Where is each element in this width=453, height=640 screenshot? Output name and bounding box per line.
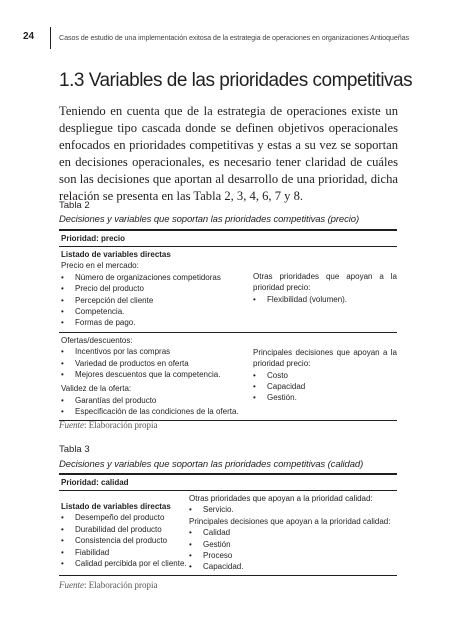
table2-source <box>59 420 157 430</box>
list-item: • Número de organizaciones competidoras <box>61 272 253 283</box>
table2-left-heading: Listado de variables directas <box>61 249 171 259</box>
list-item: • Fiabilidad <box>61 547 189 558</box>
table2-priority: Prioridad: precio <box>61 233 126 243</box>
table2-right-col-1 <box>253 249 397 329</box>
table2-group1-list <box>61 272 253 329</box>
list-item: • Capacidad <box>253 381 397 392</box>
table3-left-col <box>61 493 189 573</box>
table3-row <box>59 491 397 573</box>
page-number: 24 <box>23 31 35 42</box>
table2-right-col-2 <box>253 335 397 418</box>
table3-caption: Decisiones y variables que soportan las prioridades competitivas (calidad) <box>59 459 364 470</box>
running-head: Casos de estudio de una implementación exitosa de la estrategia de operaciones en organizaciones Antioqueñas <box>59 33 410 42</box>
table2-source-text: : Elaboración propia <box>84 420 158 430</box>
list-item: • Calidad <box>189 527 397 538</box>
table2-right2-list <box>253 370 397 404</box>
table2-group1-title: Precio en el mercado: <box>61 261 139 271</box>
table2-group3-title: Validez de la oferta: <box>61 384 132 394</box>
table3-right1-title: Otras prioridades que apoyan a la prioridad calidad: <box>189 493 373 503</box>
table2-group2-list <box>61 346 253 380</box>
list-item: • Especificación de las condiciones de la oferta. <box>61 406 253 417</box>
list-item: • Consistencia del producto <box>61 535 189 546</box>
table3-priority: Prioridad: calidad <box>61 477 129 487</box>
table3-right2-title: Principales decisiones que apoyan a la prioridad calidad: <box>189 516 391 526</box>
table2-right1-list <box>253 294 397 305</box>
list-item: • Durabilidad del producto <box>61 524 189 535</box>
table3-source-label: Fuente <box>59 580 84 590</box>
table2-source-label: Fuente <box>59 420 84 430</box>
table2-group3-list <box>61 395 253 418</box>
section-title: 1.3 Variables de las prioridades competitivas <box>59 70 413 91</box>
table2-row-1 <box>59 247 397 329</box>
list-item: • Formas de pago. <box>61 317 253 328</box>
table2-right2-title: Principales decisiones que apoyan a la prioridad precio: <box>253 347 397 369</box>
table2-label: Tabla 2 <box>59 200 90 211</box>
header-divider <box>50 27 51 49</box>
table3 <box>59 473 397 576</box>
table2-row-2 <box>59 333 397 418</box>
table3-right2-list <box>189 527 397 573</box>
list-item: • Capacidad. <box>189 561 397 572</box>
list-item: • Desempeño del producto <box>61 512 189 523</box>
table3-source-text: : Elaboración propia <box>84 580 158 590</box>
list-item: • Costo <box>253 370 397 381</box>
list-item: • Variedad de productos en oferta <box>61 358 253 369</box>
table3-label: Tabla 3 <box>59 444 90 455</box>
list-item: • Flexibilidad (volumen). <box>253 294 397 305</box>
list-item: • Servicio. <box>189 504 397 515</box>
table2-left-col-1 <box>61 249 253 329</box>
table2-right1-title: Otras prioridades que apoyan a la prioridad precio: <box>253 271 397 293</box>
list-item: • Garantías del producto <box>61 395 253 406</box>
table2 <box>59 229 397 421</box>
list-item: • Gestión. <box>253 392 397 403</box>
list-item: • Incentivos por las compras <box>61 346 253 357</box>
list-item: • Gestión <box>189 539 397 550</box>
list-item: • Percepción del cliente <box>61 295 253 306</box>
list-item: • Mejores descuentos que la competencia. <box>61 369 253 380</box>
table3-source <box>59 580 157 590</box>
table2-left-col-2 <box>61 335 253 418</box>
table3-left-list <box>61 512 189 569</box>
table3-left-heading: Listado de variables directas <box>61 501 171 511</box>
table3-right-col <box>189 493 397 573</box>
list-item: • Calidad percibida por el cliente. <box>61 558 189 569</box>
table3-bottom-rule <box>59 575 397 577</box>
table2-caption: Decisiones y variables que soportan las prioridades competitivas (precio) <box>59 214 360 225</box>
table2-group2-title: Ofertas/descuentos: <box>61 335 133 345</box>
list-item: • Proceso <box>189 550 397 561</box>
list-item: • Precio del producto <box>61 283 253 294</box>
table3-right1-list <box>189 504 397 515</box>
body-paragraph: Teniendo en cuenta que de la estrategia de operaciones existe un despliegue tipo cascada donde se definen objetivos operacionales enfocados en prioridades competitivas y estas a su vez se soportan en decisiones operacionales, es necesario tener claridad de cuáles son las decisiones que aportan al desarrollo de una prioridad, dicha relación se presenta en las Tabla 2, 3, 4, 6, 7 y 8. <box>59 104 398 203</box>
list-item: • Competencia. <box>61 306 253 317</box>
